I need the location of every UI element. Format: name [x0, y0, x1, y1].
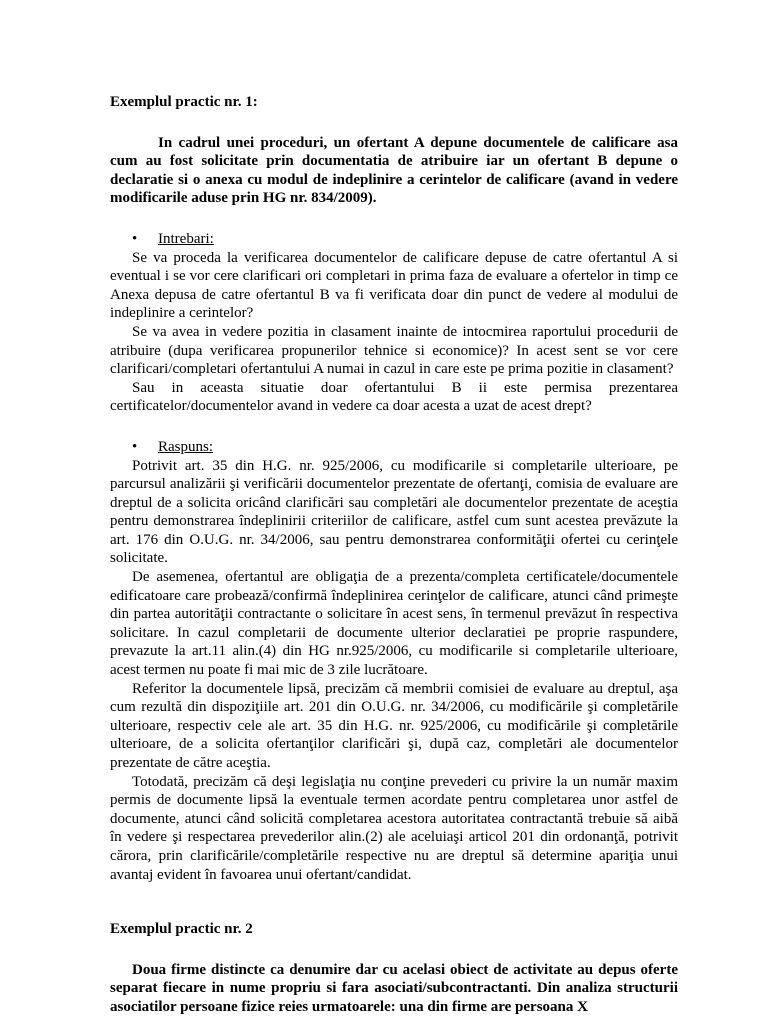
questions-label: Intrebari:	[158, 230, 214, 247]
answer-paragraph: Totodată, precizăm că deşi legislaţia nu conţine prevederi cu privire la un număr maxim permis de documente lipsă la eventuale termen acordate pentru completarea unor astfel de documente, atunci când solicită completarea acestora autoritatea contractantă trebuie să aibă în vedere şi respectarea prevederilor alin.(2) ale aceluiaşi articol 201 din ordonanţă, potrivit cărora, prin clarificările/completările respective nu are dreptul să determine apariţia unui avantaj evident în favoarea unui ofertant/candidat.	[110, 773, 678, 883]
question-paragraph: Se va avea in vedere pozitia in clasament inainte de intocmirea raportului procedurii de atribuire (dupa verificarea propunerilor tehnice si economice)? In acest sent se vor cere clarificari/completari ofertantului A numai in cazul in care este pe prima pozitie in clasament?	[110, 323, 678, 378]
answer-paragraph: Potrivit art. 35 din H.G. nr. 925/2006, cu modificarile si completarile ulterioare, pe parcursul analizării şi verificării documentelor prezentate de ofertanţi, comisia de evaluare are dreptul de a solicita oricând clarificări sau completări ale documentelor prezentate de aceştia pentru demonstrarea îndeplinirii criteriilor de calificare, astfel cum sunt acestea prevăzute la art. 176 din O.U.G. nr. 34/2006, sau pentru demonstrarea conformităţii ofertei cu cerinţele solicitate.	[110, 457, 678, 567]
example-1-title: Exemplul practic nr. 1:	[110, 94, 258, 110]
questions-bullet	[110, 230, 678, 249]
example-2-intro: Doua firme distincte ca denumire dar cu acelasi obiect de activitate au depus oferte separat fiecare in nume propriu si fara asociati/subcontractanti. Din analiza structurii asociatilor persoane fizice reies urmatoarele: una din firme are persoana X	[110, 961, 678, 1015]
answer-paragraph: De asemenea, ofertantul are obligaţia de a prezenta/completa certificatele/documentele edificatoare care probează/confirmă îndeplinirea cerinţelor de calificare, atunci când primeşte din partea autorităţii contractante o solicitare în acest sens, în termenul prevăzut în respectiva solicitare. In cazul completarii de documente ulterior declaratiei pe proprie raspundere, prevazute la art.11 alin.(4) din HG nr.925/2006, cu modificarile si completarile ulterioare, acest termen nu poate fi mai mic de 3 zile lucrătoare.	[110, 569, 678, 679]
answer-bullet	[110, 438, 678, 457]
question-paragraph: Se va proceda la verificarea documentelor de calificare depuse de catre ofertantul A si eventual i se vor cere clarificari ori completari in prima faza de evaluare a ofertelor in timp ce Anexa depusa de catre ofertantul B va fi verificata doar din punct de vedere al modului de indeplinire a cerintelor?	[110, 249, 678, 322]
answer-paragraph: Referitor la documentele lipsă, precizăm că membrii comisiei de evaluare au dreptul, aşa cum rezultă din dispoziţiile art. 201 din O.U.G. nr. 34/2006, cu modificările şi completările ulterioare, respectiv cele ale art. 35 din H.G. nr. 925/2006, cu modificările şi completările ulterioare, de a solicita ofertanţilor clarificări şi, după caz, completări ale documentelor prezentate de către aceştia.	[110, 680, 678, 771]
bullet-icon: •	[132, 230, 138, 247]
example-2-title: Exemplul practic nr. 2	[110, 921, 253, 938]
example-1-intro: In cadrul unei proceduri, un ofertant A depune documentele de calificare asa cum au fost solicitate prin documentatia de atribuire iar un ofertant B depune o declaratie si o anexa cu modul de indeplinire a cerintelor de calificare (avand in vedere modificarile aduse prin HG nr. 834/2009).	[110, 134, 678, 207]
answer-label: Raspuns:	[158, 438, 214, 455]
document-body	[110, 93, 678, 1017]
question-paragraph: Sau in aceasta situatie doar ofertantului B ii este permisa prezentarea certificatelor/documentelor avand in vedere ca doar acesta a uzat de acest drept?	[110, 379, 678, 415]
bullet-icon: •	[132, 438, 138, 455]
